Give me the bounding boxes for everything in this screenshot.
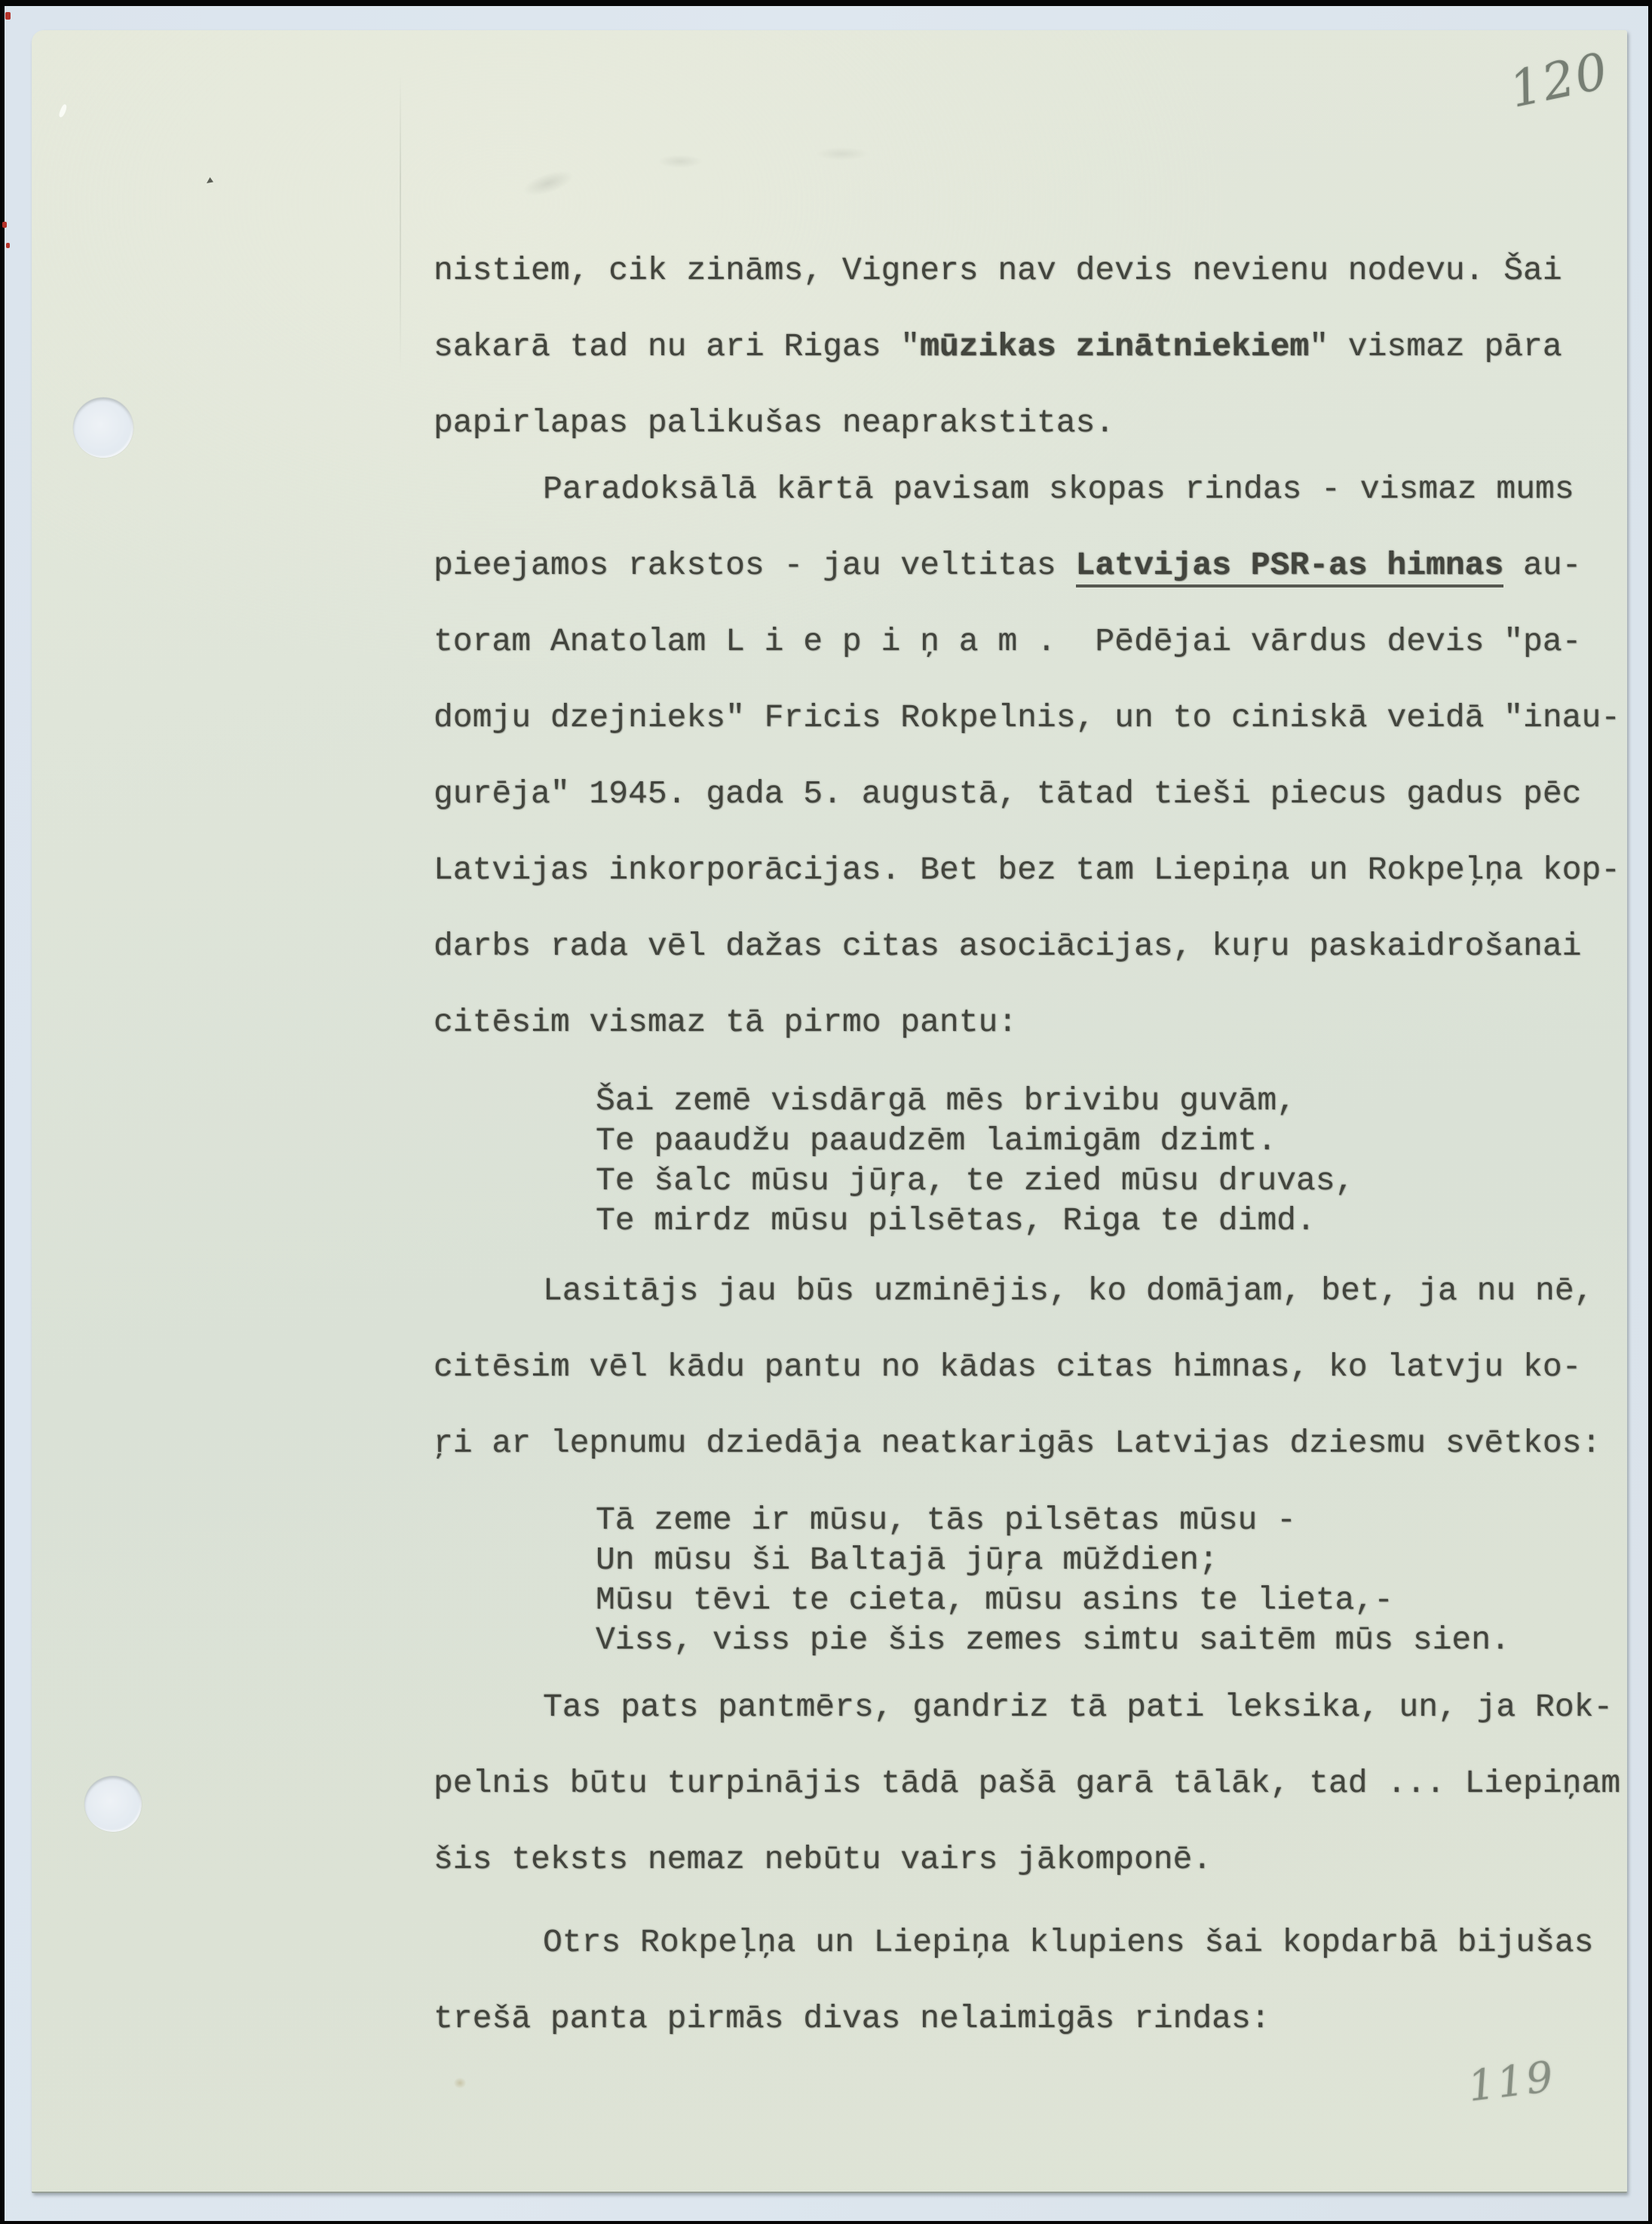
typewritten-line: citēsim vismaz tā pirmo pantu: (434, 1004, 1018, 1041)
typewritten-line: gurēja" 1945. gada 5. augustā, tātad tieši piecus gadus pēc (434, 775, 1582, 812)
typewritten-line: Te mirdz mūsu pilsētas, Riga te dimd. (596, 1202, 1316, 1239)
underlined-emphasis: Latvijas PSR-as himnas (1076, 547, 1504, 587)
typewritten-line: Paradoksālā kārtā pavisam skopas rindas - vismaz mums (543, 471, 1574, 508)
typewritten-line: Tā zeme ir mūsu, tās pilsētas mūsu - (596, 1502, 1296, 1538)
scanner-speck (2, 222, 7, 228)
typewritten-line: Lasitājs jau būs uzminējis, ko domājam, bet, ja nu nē, (543, 1272, 1594, 1309)
handwritten-page-number-bottom: 119 (1465, 2052, 1559, 2112)
typewritten-line: Te paaudžu paaudzēm laimigām dzimt. (596, 1122, 1277, 1159)
typewritten-line: Latvijas inkorporācijas. Bet bez tam Liepiņa un Rokpeļņa kop- (434, 851, 1621, 888)
handwritten-page-number-top: 120 (1504, 41, 1614, 119)
verse-block (596, 1500, 1510, 1660)
paragraph-block (434, 1669, 1620, 1897)
typewritten-line: citēsim vēl kādu pantu no kādas citas himnas, ko latvju ko- (434, 1348, 1582, 1385)
typewritten-line: Un mūsu ši Baltajā jūŗa mūždien; (596, 1541, 1218, 1578)
typewritten-line: Mūsu tēvi te cieta, mūsu asins te lieta,- (596, 1581, 1393, 1618)
typewritten-line: domju dzejnieks" Fricis Rokpelnis, un to ciniskā veidā "inau- (434, 699, 1621, 736)
text-segment: pieejamos rakstos - jau veltitas (434, 547, 1076, 584)
typewritten-line: šis teksts nemaz nebūtu vairs jākomponē. (434, 1841, 1212, 1878)
text-segment: sakarā tad nu ari Rigas " (434, 328, 921, 365)
typewritten-line: Otrs Rokpeļņa un Liepiņa klupiens šai kopdarbā bijušas (543, 1924, 1594, 1961)
typewritten-line: Tas pats pantmērs, gandriz tā pati leksika, un, ja Rok- (543, 1689, 1614, 1726)
paper-sheet (32, 30, 1627, 2193)
typewritten-line: Te šalc mūsu jūŗa, te zied mūsu druvas, (596, 1162, 1355, 1199)
scanner-speck (5, 12, 11, 20)
typewritten-line: pelnis būtu turpinājis tādā pašā garā tālāk, tad ... Liepiņam (434, 1765, 1621, 1802)
typewritten-line (434, 527, 1620, 603)
text-segment: au- (1503, 547, 1582, 584)
paragraph-block (434, 451, 1620, 1060)
scanner-speck (6, 243, 10, 248)
bold-emphasis: mūzikas zinātniekiem (920, 328, 1310, 365)
typewritten-line: trešā panta pirmās divas nelaimigās rindas: (434, 2000, 1270, 2037)
typewritten-line: toram Anatolam L i e p i ņ a m . Pēdējai vārdus devis "pa- (434, 623, 1582, 660)
paragraph-block (434, 1904, 1593, 2057)
verse-block (596, 1081, 1354, 1241)
typewritten-line: darbs rada vēl dažas citas asociācijas, kuŗu paskaidrošanai (434, 928, 1582, 965)
typewritten-line: nistiem, cik zināms, Vigners nav devis nevienu nodevu. Šai (434, 252, 1562, 289)
text-segment: " vismaz pāra (1309, 328, 1562, 365)
typewritten-line: Šai zemē visdārgā mēs brivibu guvām, (596, 1082, 1296, 1119)
typewritten-line: ŗi ar lepnumu dziedāja neatkarigās Latvijas dziesmu svētkos: (434, 1425, 1601, 1462)
typewritten-line (434, 308, 1562, 385)
paragraph-block (434, 232, 1562, 461)
paragraph-block (434, 1253, 1601, 1481)
typewritten-text (32, 30, 1627, 2192)
typewritten-line: Viss, viss pie šis zemes simtu saitēm mūs sien. (596, 1621, 1510, 1658)
typewritten-line: papirlapas palikušas neaprakstitas. (434, 404, 1115, 441)
